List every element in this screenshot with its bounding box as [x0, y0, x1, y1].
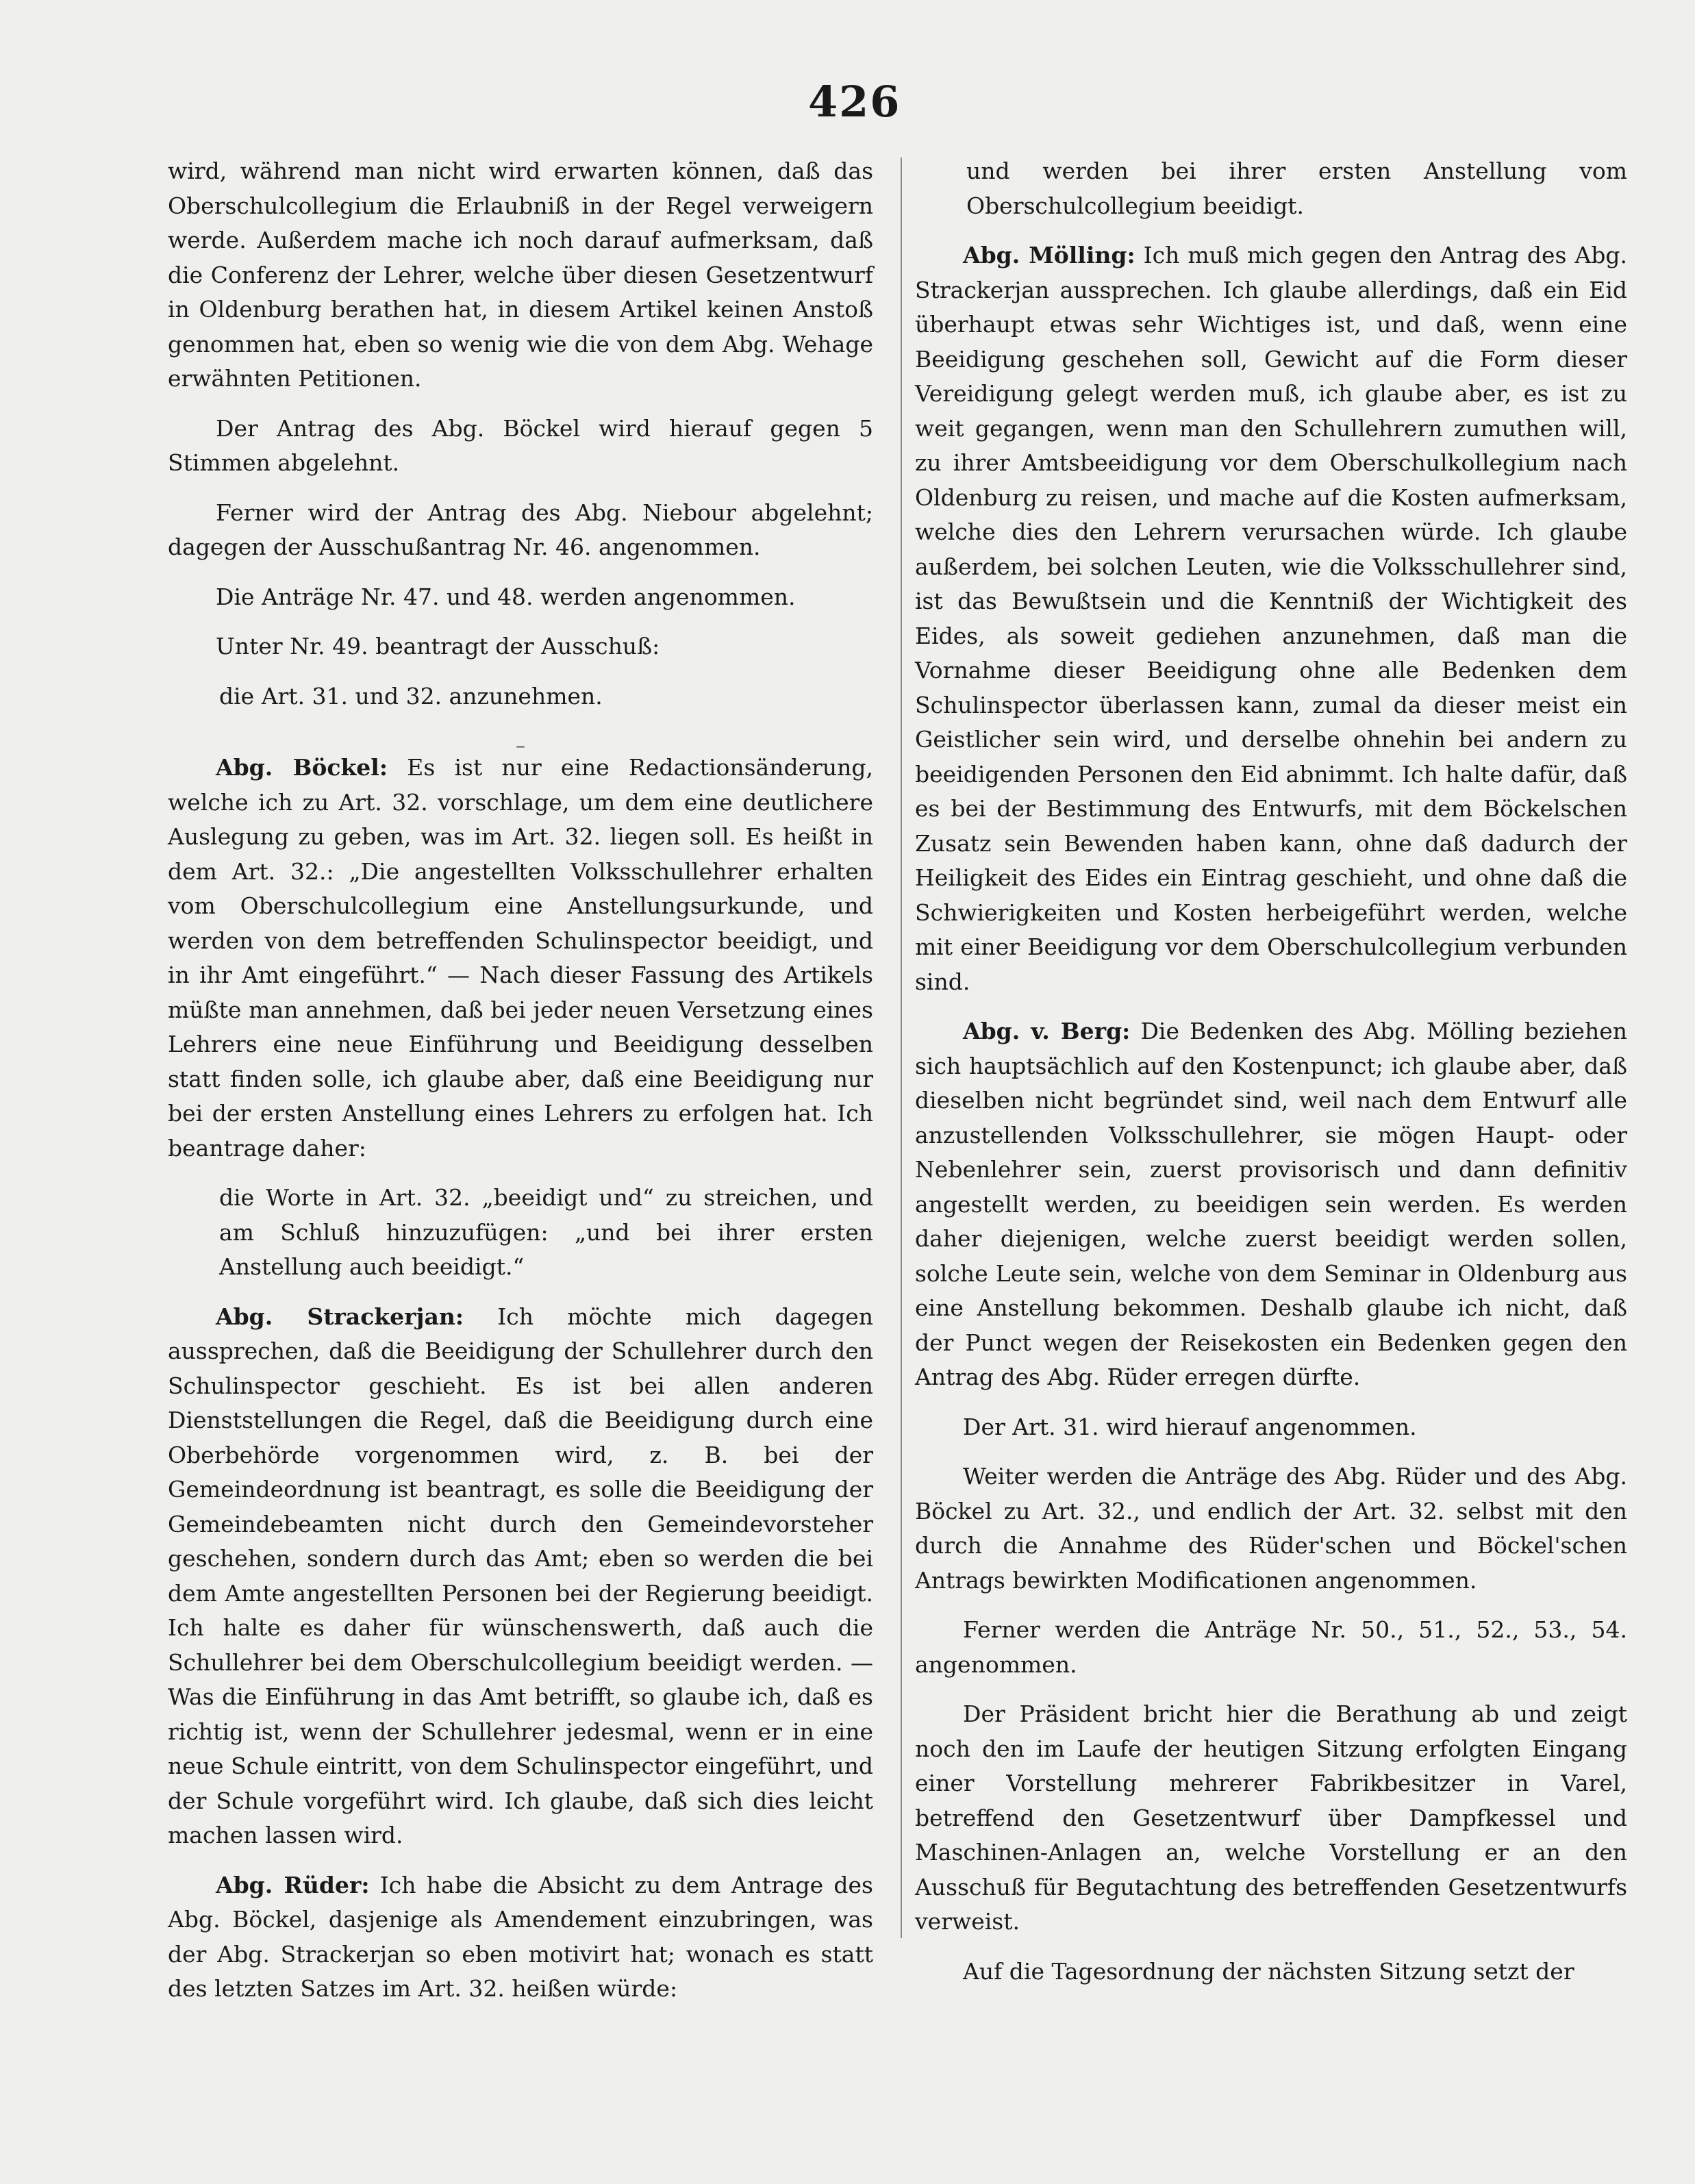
right-paragraph-8: Auf die Tagesordnung der nächsten Sitzung setzt der	[963, 1957, 1574, 1985]
right-paragraph-5: Weiter werden die Anträge des Abg. Rüder und des Abg. Böckel zu Art. 32., und endlich der Art. 32. selbst mit den durch die Annahme des Rüder'schen und Böckel'schen Antrags bewirkten Modificationen angenommen.	[915, 1463, 1627, 1594]
speech-text: Ich muß mich gegen den Antrag des Abg. Strackerjan aussprechen. Ich glaube allerdings, daß ein Eid überhaupt etwas sehr Wichtiges ist, und daß, wenn eine Beeidigung geschehen soll, Gewicht auf die Form dieser Vereidigung gelegt werden muß, ich glaube aber, es ist zu weit gegangen, wenn man den Schullehrern zumuthen will, zu ihrer Amtsbeeidigung vor dem Oberschulkollegium nach Oldenburg zu reisen, und mache auf die Kosten aufmerksam, welche dies den Lehrern verursachen würde. Ich glaube außerdem, bei solchen Leuten, wie die Volksschullehrer sind, ist das Bewußtsein und die Kenntniß der Wichtigkeit des Eides, als soweit gediehen anzunehmen, daß man die Vornahme dieser Beeidigung ohne alle Bedenken dem Schulinspector überlassen kann, zumal da dieser meist ein Geistlicher sein wird, und derselbe ohnehin bei andern zu beeidigenden Personen den Eid abnimmt. Ich halte dafür, daß es bei der Bestimmung des Entwurfs, mit dem Böckelschen Zusatz sein Bewenden haben kann, ohne daß dadurch der Heiligkeit des Eides ein Eintrag geschieht, und ohne daß die Schwierigkeiten und Kosten herbeigeführt werden, welche mit einer Beeidigung vor dem Oberschulcollegium verbunden sind.	[915, 242, 1627, 995]
speaker-label: Abg. Rüder:	[216, 1871, 370, 1898]
column-divider	[901, 158, 902, 1938]
right-paragraph-3	[915, 1014, 1627, 1395]
speech-text: Es ist nur eine Redactionsänderung, welche ich zu Art. 32. vorschlage, um dem eine deutlichere Auslegung zu geben, was im Art. 32. liegen soll. Es heißt in dem Art. 32.: „Die angestellten Volksschullehrer erhalten vom Oberschulcollegium eine Anstellungsurkunde, und werden von dem betreffenden Schulinspector beeidigt, und in ihr Amt eingeführt.“ — Nach dieser Fassung des Artikels müßte man annehmen, daß bei jeder neuen Versetzung eines Lehrers eine neue Einführung und Beeidigung desselben statt finden solle, ich glaube aber, daß eine Beeidigung nur bei der ersten Anstellung eines Lehrers zu erfolgen hat. Ich beantrage daher:	[168, 754, 874, 1162]
page-number: 426	[808, 77, 901, 127]
right-paragraph-2	[915, 238, 1627, 999]
speaker-label: Abg. v. Berg:	[963, 1018, 1131, 1044]
right-paragraph-6: Ferner werden die Anträge Nr. 50., 51., 52., 53., 54. angenommen.	[915, 1616, 1627, 1678]
left-paragraph-8: die Worte in Art. 32. „beeidigt und“ zu streichen, und am Schluß hinzuzufügen: „und bei ihrer ersten Anstellung auch beeidigt.“	[219, 1184, 873, 1280]
left-paragraph-1: wird, während man nicht wird erwarten können, daß das Oberschulcollegium die Erlaubniß in der Regel verweigern werde. Außerdem mache ich noch darauf aufmerksam, daß die Conferenz der Lehrer, welche über diesen Gesetzentwurf in Oldenburg berathen hat, in diesem Artikel keinen Anstoß genommen hat, eben so wenig wie die von dem Abg. Wehage erwähnten Petitionen.	[168, 158, 873, 392]
separator-mark: –	[516, 734, 525, 757]
left-paragraph-10	[168, 1868, 873, 2007]
right-paragraph-4: Der Art. 31. wird hierauf angenommen.	[963, 1413, 1417, 1440]
left-paragraph-4: Die Anträge Nr. 47. und 48. werden angenommen.	[216, 583, 796, 610]
left-paragraph-3: Ferner wird der Antrag des Abg. Niebour abgelehnt; dagegen der Ausschußantrag Nr. 46. angenommen.	[168, 499, 873, 560]
speaker-label: Abg. Böckel:	[216, 754, 388, 781]
left-paragraph-2: Der Antrag des Abg. Böckel wird hierauf gegen 5 Stimmen abgelehnt.	[168, 414, 873, 476]
left-paragraph-5: Unter Nr. 49. beantragt der Ausschuß:	[216, 633, 660, 660]
speech-text: Ich möchte mich dagegen aussprechen, daß die Beeidigung der Schullehrer durch den Schulinspector geschieht. Es ist bei allen anderen Dienststellungen die Regel, daß die Beeidigung durch eine Oberbehörde vorgenommen wird, z. B. bei der Gemeindeordnung ist beantragt, es solle die Beeidigung der Gemeindebeamten nicht durch den Gemeindevorsteher geschehen, sondern durch das Amt; eben so werden die bei dem Amte angestellten Personen bei der Regierung beeidigt. Ich halte es daher für wünschenswerth, daß auch die Schullehrer bei dem Oberschulcollegium beeidigt werden. — Was die Einführung in das Amt betrifft, so glaube ich, daß es richtig ist, wenn der Schullehrer jedesmal, wenn er in eine neue Schule eintritt, von dem Schulinspector eingeführt, und der Schule vorgeführt wird. Ich glaube, daß sich dies leicht machen lassen wird.	[168, 1303, 873, 1848]
left-paragraph-6: die Art. 31. und 32. anzunehmen.	[219, 682, 603, 710]
speech-text: Ich habe die Absicht zu dem Antrage des Abg. Böckel, dasjenige als Amendement einzubringen, was der Abg. Strackerjan so eben motivirt hat; wonach es statt des letzten Satzes im Art. 32. heißen würde:	[168, 1871, 873, 2002]
left-column	[168, 154, 873, 2022]
right-paragraph-1: und werden bei ihrer ersten Anstellung vom Oberschulcollegium beeidigt.	[966, 158, 1627, 219]
left-paragraph-9	[168, 1300, 873, 1853]
speech-text: Die Bedenken des Abg. Mölling beziehen sich hauptsächlich auf den Kostenpunct; ich glaube aber, daß dieselben nicht begründet sind, weil nach dem Entwurf alle anzustellenden Volksschullehrer, sie mögen Haupt- oder Nebenlehrer sein, zuerst provisorisch und dann definitiv angestellt werden, zu beeidigen sein werden. Es werden daher diejenigen, welche zuerst beeidigt werden sollen, solche Leute sein, welche von dem Seminar in Oldenburg aus eine Anstellung bekommen. Deshalb glaube ich nicht, daß der Punct wegen der Reisekosten ein Bedenken gegen den Antrag des Abg. Rüder erregen dürfte.	[915, 1018, 1627, 1390]
speaker-label: Abg. Strackerjan:	[216, 1303, 464, 1330]
right-column	[915, 154, 1627, 2004]
speaker-label: Abg. Mölling:	[963, 242, 1135, 268]
left-paragraph-7	[168, 751, 873, 1166]
right-paragraph-7: Der Präsident bricht hier die Berathung ab und zeigt noch den im Laufe der heutigen Sitzung erfolgten Eingang einer Vorstellung mehrerer Fabrikbesitzer in Varel, betreffend den Gesetzentwurf über Dampfkessel und Maschinen-Anlagen an, welche Vorstellung er an den Ausschuß für Begutachtung des betreffenden Gesetzentwurfs verweist.	[915, 1700, 1627, 1935]
